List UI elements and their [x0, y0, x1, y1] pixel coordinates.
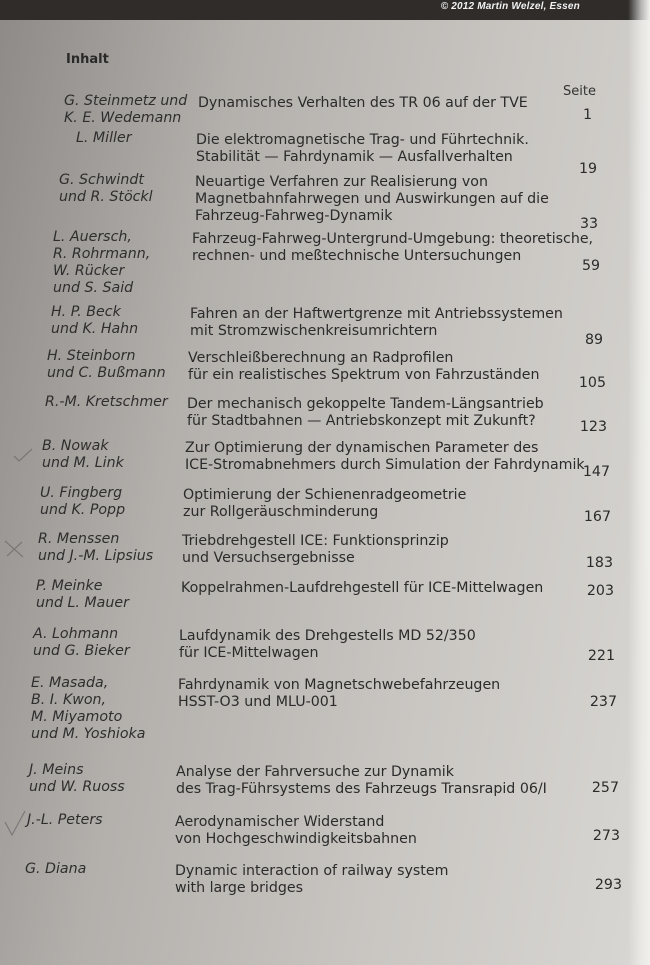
entry-title [183, 487, 466, 521]
author-line: P. Meinke [36, 578, 103, 594]
entry-title [190, 306, 563, 340]
entry-title [179, 628, 476, 662]
entry-authors [47, 348, 166, 382]
title-line: Dynamic interaction of railway system [175, 863, 449, 879]
entry-authors [64, 93, 187, 127]
title-line: Neuartige Verfahren zur Realisierung von [195, 174, 488, 190]
author-line: R.-M. Kretschmer [45, 394, 168, 410]
title-line: Zur Optimierung der dynamischen Parameter des [185, 440, 539, 456]
entry-page-number: 273 [592, 828, 620, 844]
author-line: H. P. Beck [51, 304, 121, 320]
entry-page-number: 167 [583, 509, 611, 525]
page-column-label: Seite [563, 84, 596, 99]
entry-authors [59, 172, 153, 206]
title-line: ICE-Stromabnehmers durch Simulation der Fahrdynamik [185, 457, 585, 473]
author-line: und K. Popp [40, 502, 126, 518]
author-line: G. Diana [25, 861, 87, 877]
author-line: und W. Ruoss [29, 779, 125, 795]
author-line: und M. Yoshioka [31, 726, 146, 742]
author-line: J. Meins [29, 762, 84, 778]
entry-authors [45, 394, 168, 411]
author-line: L. Miller [76, 130, 132, 146]
entry-title [187, 396, 544, 430]
author-line: G. Steinmetz und [64, 93, 188, 109]
author-line: und C. Bußmann [47, 365, 166, 381]
title-line: Fahrzeug-Fahrweg-Dynamik [195, 208, 393, 224]
title-line: Der mechanisch gekoppelte Tandem-Längsantrieb [187, 396, 544, 412]
title-line: Die elektromagnetische Trag- und Führtechnik. [196, 132, 529, 148]
page-title: Inhalt [66, 52, 109, 67]
title-line: with large bridges [175, 880, 303, 896]
entry-title [175, 863, 448, 897]
author-line: B. Nowak [42, 438, 109, 454]
entry-authors [36, 578, 129, 612]
author-line: L. Auersch, [53, 229, 132, 245]
title-line: Laufdynamik des Drehgestells MD 52/350 [179, 628, 476, 644]
entry-authors [40, 485, 125, 519]
entry-page-number: 183 [585, 555, 613, 571]
title-line: Analyse der Fahrversuche zur Dynamik [176, 764, 454, 780]
page-edge [628, 0, 650, 965]
author-line: und G. Bieker [33, 643, 130, 659]
entry-authors [31, 675, 145, 743]
entry-title [175, 814, 417, 848]
entry-title [196, 132, 529, 166]
title-line: rechnen- und meßtechnische Untersuchungen [192, 248, 522, 264]
title-line: Aerodynamischer Widerstand [175, 814, 385, 830]
author-line: E. Masada, [31, 675, 109, 691]
entry-page-number: 59 [581, 258, 600, 274]
entry-page-number: 203 [586, 583, 614, 599]
title-line: von Hochgeschwindigkeitsbahnen [175, 831, 417, 847]
title-line: Koppelrahmen-Laufdrehgestell für ICE-Mittelwagen [181, 580, 544, 596]
author-line: U. Fingberg [40, 485, 123, 501]
entry-authors [38, 531, 153, 565]
title-line: Magnetbahnfahrwegen und Auswirkungen auf die [195, 191, 549, 207]
author-line: B. I. Kwon, [31, 692, 107, 708]
entry-page-number: 105 [578, 375, 606, 391]
author-line: und J.-M. Lipsius [38, 548, 154, 564]
entry-title [176, 764, 547, 798]
entry-page-number: 89 [584, 332, 603, 348]
entry-title [182, 533, 449, 567]
author-line: H. Steinborn [47, 348, 136, 364]
entry-authors [33, 626, 130, 660]
author-line: und R. Stöckl [59, 189, 153, 205]
author-line: K. E. Wedemann [64, 110, 182, 126]
entry-page-number: 1 [582, 107, 592, 123]
author-line: M. Miyamoto [31, 709, 123, 725]
entry-authors [42, 438, 124, 472]
entry-authors [53, 229, 150, 297]
entry-authors [27, 812, 103, 829]
title-line: für ICE-Mittelwagen [179, 645, 319, 661]
author-line: G. Schwindt [59, 172, 144, 188]
entry-page-number: 123 [579, 419, 607, 435]
author-line: A. Lohmann [33, 626, 119, 642]
title-line: Fahrdynamik von Magnetschwebefahrzeugen [178, 677, 501, 693]
author-line: W. Rücker [53, 263, 125, 279]
handwritten-cross-mark [2, 538, 26, 560]
handwritten-check-mark-2 [2, 808, 28, 838]
entry-authors [51, 304, 138, 338]
title-line: Dynamisches Verhalten des TR 06 auf der TVE [198, 95, 528, 111]
entry-page-number: 237 [589, 694, 617, 710]
handwritten-check-mark-1 [12, 446, 34, 466]
entry-title [198, 95, 528, 112]
entry-title [188, 350, 539, 384]
title-line: Fahrzeug-Fahrweg-Untergrund-Umgebung: theoretische, [192, 231, 594, 247]
author-line: J.-L. Peters [27, 812, 103, 828]
entry-page-number: 293 [594, 877, 622, 893]
entry-title [192, 231, 593, 265]
title-line: Triebdrehgestell ICE: Funktionsprinzip [182, 533, 449, 549]
title-line: HSST-O3 und MLU-001 [178, 694, 338, 710]
entry-page-number: 221 [587, 648, 615, 664]
entry-page-number: 33 [579, 216, 598, 232]
title-line: des Trag-Führsystems des Fahrzeugs Transrapid 06/I [176, 781, 547, 797]
entry-title [178, 677, 500, 711]
entry-title [195, 174, 549, 225]
title-line: für Stadtbahnen — Antriebskonzept mit Zukunft? [187, 413, 536, 429]
title-line: Stabilität — Fahrdynamik — Ausfallverhalten [196, 149, 513, 165]
entry-page-number: 257 [591, 780, 619, 796]
title-line: für ein realistisches Spektrum von Fahrzuständen [188, 367, 540, 383]
entry-page-number: 147 [582, 464, 610, 480]
entry-title [185, 440, 585, 474]
entry-authors [76, 130, 132, 147]
entry-authors [29, 762, 125, 796]
author-line: und K. Hahn [51, 321, 139, 337]
title-line: Verschleißberechnung an Radprofilen [188, 350, 454, 366]
copyright-watermark: © 2012 Martin Welzel, Essen [440, 1, 580, 12]
title-line: und Versuchsergebnisse [182, 550, 355, 566]
author-line: R. Rohrmann, [53, 246, 151, 262]
author-line: und S. Said [53, 280, 134, 296]
author-line: R. Menssen [38, 531, 120, 547]
title-line: zur Rollgeräuschminderung [183, 504, 379, 520]
entry-title [181, 580, 543, 597]
title-line: Optimierung der Schienenradgeometrie [183, 487, 467, 503]
title-line: mit Stromzwischenkreisumrichtern [190, 323, 438, 339]
author-line: und L. Mauer [36, 595, 129, 611]
entry-authors [25, 861, 86, 878]
author-line: und M. Link [42, 455, 124, 471]
entry-page-number: 19 [578, 161, 597, 177]
title-line: Fahren an der Haftwertgrenze mit Antriebssystemen [190, 306, 563, 322]
